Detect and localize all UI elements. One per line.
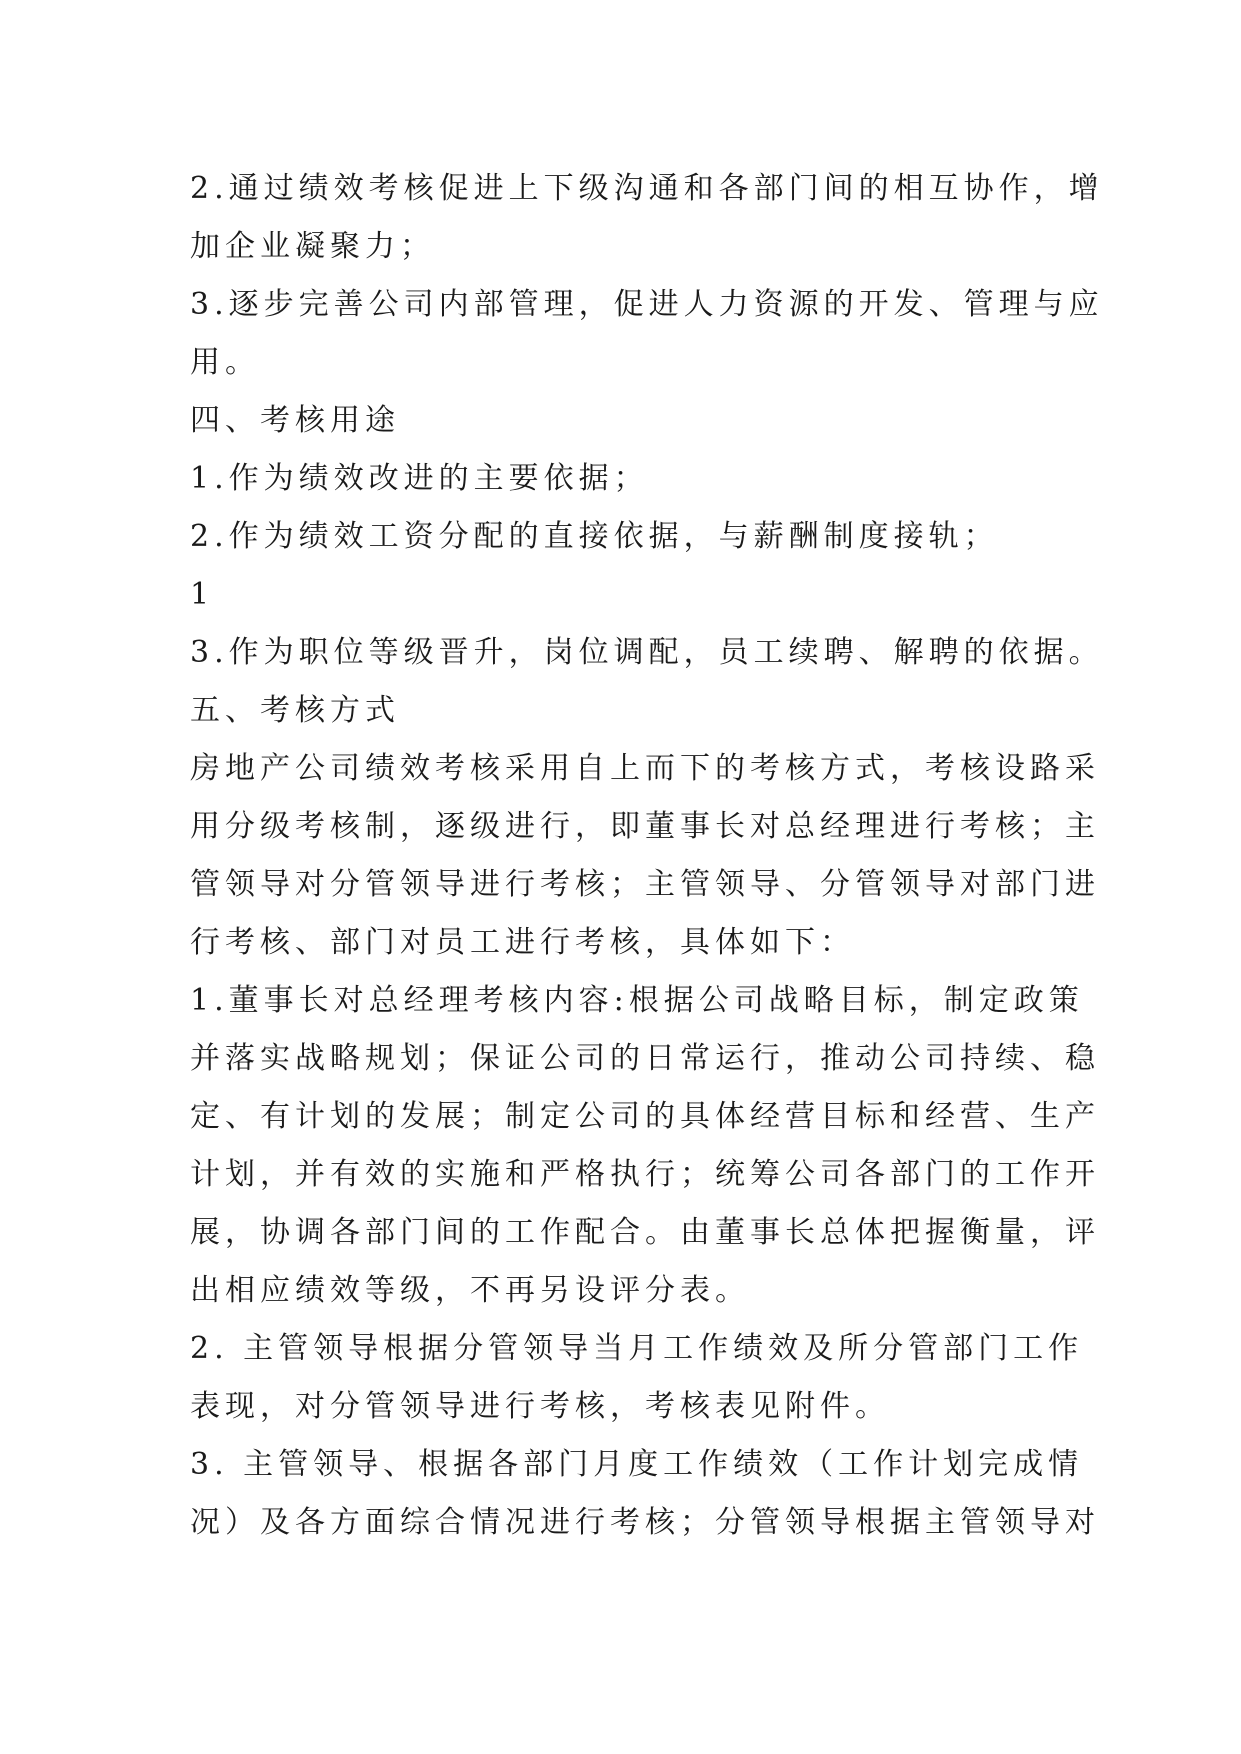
text-line: 况）及各方面综合情况进行考核；分管领导根据主管领导对 (190, 1505, 1100, 1540)
section-heading: 四、考核用途 (190, 403, 400, 438)
text-line: 3.逐步完善公司内部管理，促进人力资源的开发、管理与应 (190, 287, 1104, 322)
text-line: 用。 (190, 345, 260, 380)
page-number: 1 (190, 577, 210, 612)
text-line: 定、有计划的发展；制定公司的具体经营目标和经营、生产 (190, 1099, 1100, 1134)
text-line: 用分级考核制，逐级进行，即董事长对总经理进行考核；主 (190, 809, 1100, 844)
text-line: 加企业凝聚力； (190, 229, 435, 264)
text-line: 2.通过绩效考核促进上下级沟通和各部门间的相互协作，增 (190, 171, 1104, 206)
text-line: 管领导对分管领导进行考核；主管领导、分管领导对部门进 (190, 867, 1100, 902)
text-line: 1.作为绩效改进的主要依据； (190, 461, 649, 496)
text-line: 2.作为绩效工资分配的直接依据，与薪酬制度接轨； (190, 519, 999, 554)
document-body (190, 160, 1104, 1552)
text-line: 房地产公司绩效考核采用自上而下的考核方式，考核设路采 (190, 751, 1100, 786)
text-line: 2. 主管领导根据分管领导当月工作绩效及所分管部门工作 (190, 1331, 1084, 1366)
section-heading: 五、考核方式 (190, 693, 400, 728)
text-line: 1.董事长对总经理考核内容:根据公司战略目标，制定政策 (190, 983, 1084, 1018)
text-line: 3. 主管领导、根据各部门月度工作绩效（工作计划完成情 (190, 1447, 1084, 1482)
text-line: 表现，对分管领导进行考核，考核表见附件。 (190, 1389, 890, 1424)
text-line: 3.作为职位等级晋升，岗位调配，员工续聘、解聘的依据。 (190, 635, 1104, 670)
text-line: 并落实战略规划；保证公司的日常运行，推动公司持续、稳 (190, 1041, 1100, 1076)
text-line: 展，协调各部门间的工作配合。由董事长总体把握衡量，评 (190, 1215, 1100, 1250)
text-line: 计划，并有效的实施和严格执行；统筹公司各部门的工作开 (190, 1157, 1100, 1192)
text-line: 行考核、部门对员工进行考核，具体如下： (190, 925, 855, 960)
text-line: 出相应绩效等级，不再另设评分表。 (190, 1273, 750, 1308)
